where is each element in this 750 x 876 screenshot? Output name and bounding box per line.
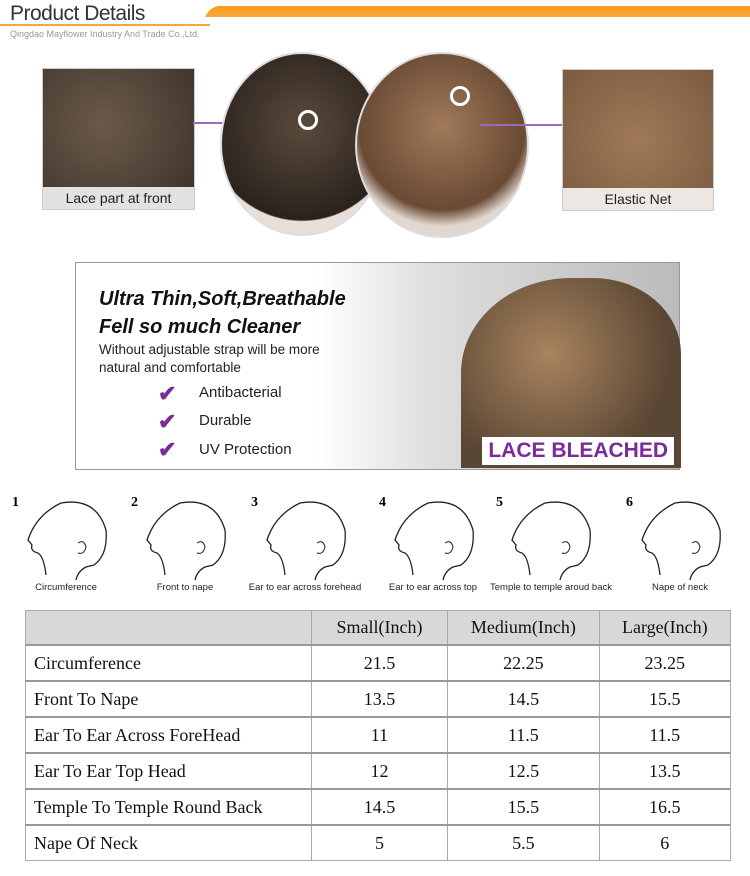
lace-bleached-badge: LACE BLEACHED xyxy=(482,437,674,465)
size-table xyxy=(25,610,731,861)
magnifier-icon xyxy=(298,110,318,130)
table-row xyxy=(26,789,731,825)
diagram-number: 6 xyxy=(626,495,633,510)
checkmark-icon: ✔ xyxy=(158,381,177,406)
table-row xyxy=(26,753,731,789)
diagram-label: Ear to ear across forehead xyxy=(248,582,362,593)
size-cell: 14.5 xyxy=(448,681,599,717)
lace-front-photo xyxy=(42,68,195,210)
size-cell: 15.5 xyxy=(448,789,599,825)
size-cell: 13.5 xyxy=(599,753,730,789)
measure-diagram xyxy=(620,495,740,593)
head-outline-icon xyxy=(255,495,355,580)
diagram-number: 1 xyxy=(12,495,19,510)
size-cell: 11 xyxy=(311,717,447,753)
measure-diagram xyxy=(373,495,493,593)
size-cell: Small(Inch) xyxy=(311,611,447,646)
diagram-label: Nape of neck xyxy=(652,582,708,593)
header-accent-bar xyxy=(205,6,750,17)
size-cell: 11.5 xyxy=(599,717,730,753)
checkmark-icon: ✔ xyxy=(158,409,177,434)
feature-item: UV Protection xyxy=(199,441,292,458)
size-cell: 5.5 xyxy=(448,825,599,861)
measurement-label xyxy=(26,611,312,646)
table-row xyxy=(26,825,731,861)
size-cell: 5 xyxy=(311,825,447,861)
size-cell: Medium(Inch) xyxy=(448,611,599,646)
diagram-number: 3 xyxy=(251,495,258,510)
measure-diagram xyxy=(125,495,245,593)
size-cell: 15.5 xyxy=(599,681,730,717)
diagram-label: Front to nape xyxy=(156,582,214,593)
table-row xyxy=(26,681,731,717)
head-outline-icon xyxy=(630,495,730,580)
size-cell: 12 xyxy=(311,753,447,789)
banner-text: natural and comfortable xyxy=(99,360,241,375)
feature-item: Antibacterial xyxy=(199,384,282,401)
size-cell: Large(Inch) xyxy=(599,611,730,646)
feature-item: Durable xyxy=(199,412,252,429)
size-cell: 6 xyxy=(599,825,730,861)
size-cell: 22.25 xyxy=(448,645,599,681)
diagram-label: Temple to temple aroud back xyxy=(490,582,612,593)
banner-headline: Ultra Thin,Soft,Breathable xyxy=(99,288,346,310)
size-cell: 14.5 xyxy=(311,789,447,825)
head-outline-icon xyxy=(135,495,235,580)
diagram-number: 2 xyxy=(131,495,138,510)
wig-cap-photo xyxy=(355,52,529,238)
size-cell: 21.5 xyxy=(311,645,447,681)
lace-front-caption: Lace part at front xyxy=(43,187,194,209)
elastic-net-caption: Elastic Net xyxy=(563,188,713,210)
measurement-label: Nape Of Neck xyxy=(26,825,312,861)
head-outline-icon xyxy=(383,495,483,580)
elastic-net-photo xyxy=(562,69,714,211)
lace-banner xyxy=(75,262,680,470)
diagram-number: 4 xyxy=(379,495,386,510)
connector-line xyxy=(480,124,562,126)
banner-subheadline: Fell so much Cleaner xyxy=(99,316,301,338)
diagram-label: Ear to ear across top xyxy=(388,582,478,593)
measurement-label: Ear To Ear Top Head xyxy=(26,753,312,789)
measurement-label: Front To Nape xyxy=(26,681,312,717)
company-name: Qingdao Mayflower Industry And Trade Co.,Ltd. xyxy=(10,29,200,39)
measure-diagram xyxy=(490,495,610,593)
size-cell: 11.5 xyxy=(448,717,599,753)
diagram-label: Circumference xyxy=(35,582,97,593)
page-title: Product Details xyxy=(10,2,145,25)
size-cell: 13.5 xyxy=(311,681,447,717)
measurement-label: Circumference xyxy=(26,645,312,681)
head-outline-icon xyxy=(16,495,116,580)
table-row xyxy=(26,717,731,753)
measurement-label: Temple To Temple Round Back xyxy=(26,789,312,825)
banner-text: Without adjustable strap will be more xyxy=(99,342,320,357)
diagram-number: 5 xyxy=(496,495,503,510)
size-cell: 23.25 xyxy=(599,645,730,681)
magnifier-icon xyxy=(450,86,470,106)
size-cell: 16.5 xyxy=(599,789,730,825)
table-header-row xyxy=(26,611,731,646)
head-outline-icon xyxy=(500,495,600,580)
size-cell: 12.5 xyxy=(448,753,599,789)
checkmark-icon: ✔ xyxy=(158,437,177,462)
measure-diagram xyxy=(245,495,365,593)
measurement-label: Ear To Ear Across ForeHead xyxy=(26,717,312,753)
table-row xyxy=(26,645,731,681)
measure-diagram xyxy=(6,495,126,593)
